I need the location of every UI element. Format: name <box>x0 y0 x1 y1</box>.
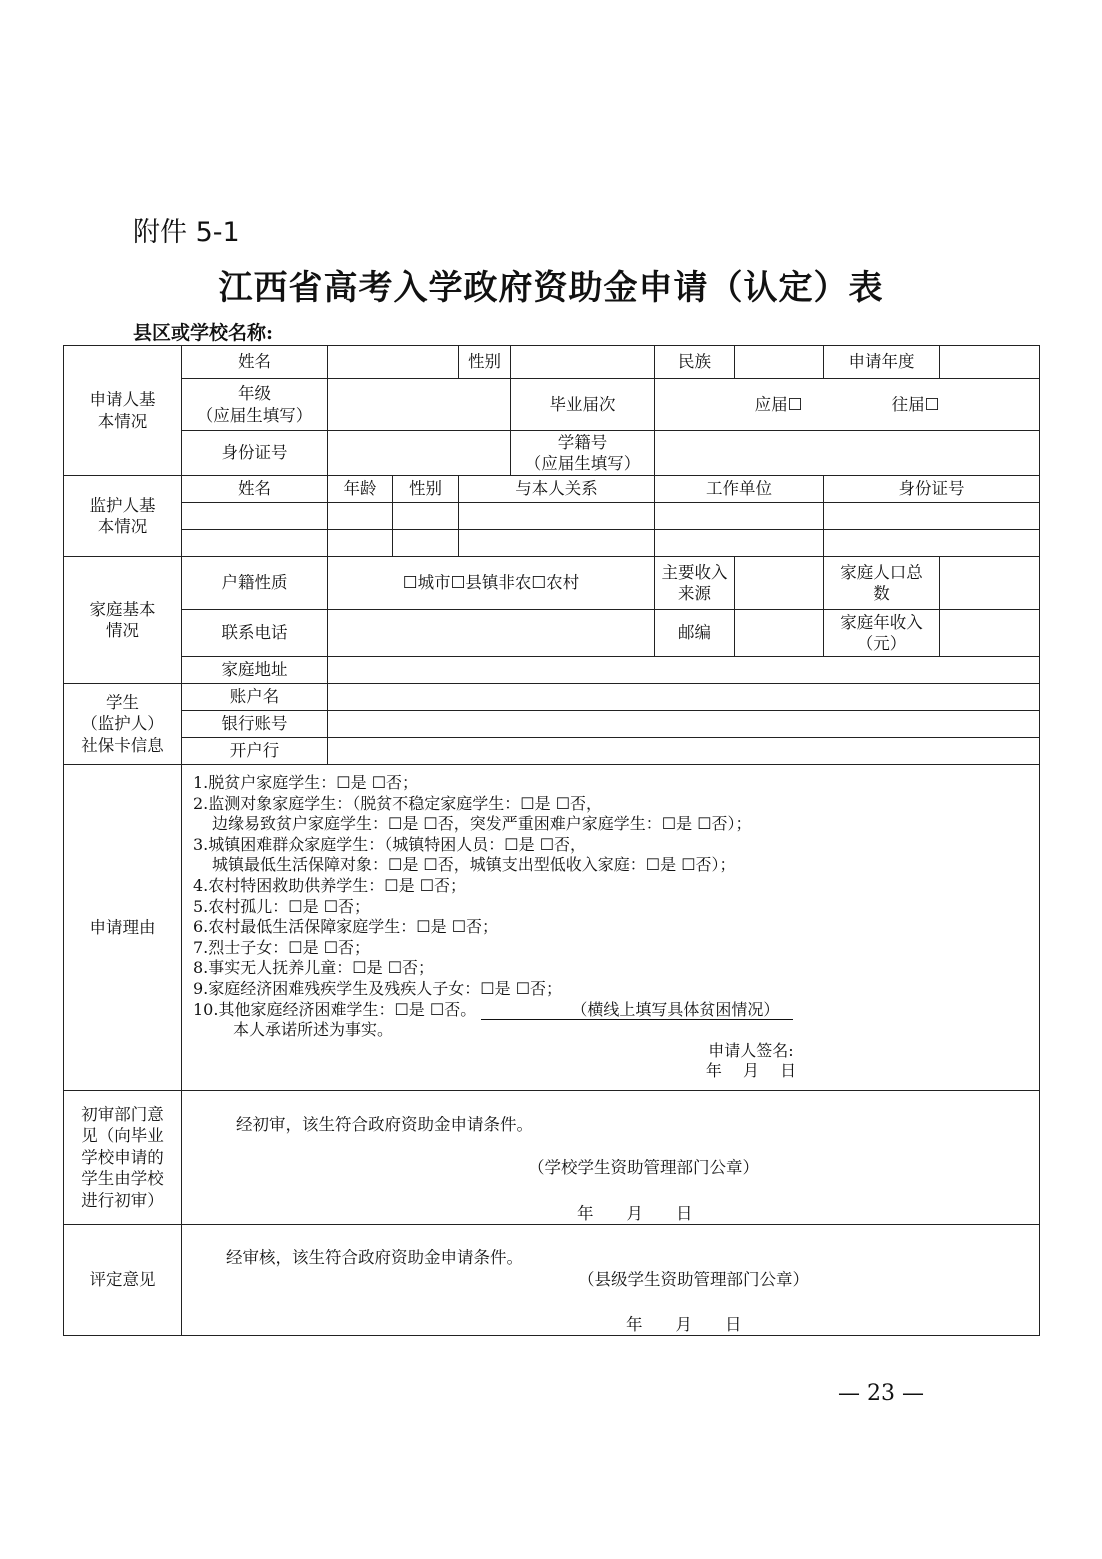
apply-year-field[interactable] <box>940 346 1040 379</box>
guardian-cell[interactable] <box>459 530 655 557</box>
id-number-label: 身份证号 <box>182 431 328 476</box>
applicant-signature[interactable]: 申请人签名: <box>708 1040 794 1060</box>
current-grad-checkbox[interactable]: 应届☐ <box>754 394 803 414</box>
reason-section-label: 申请理由 <box>64 765 182 1091</box>
family-section-label: 家庭基本情况 <box>64 557 182 684</box>
account-name-field[interactable] <box>328 684 1040 711</box>
grade-field[interactable] <box>328 379 511 431</box>
reason-line-3: 3.城镇困难群众家庭学生：（城镇特困人员：☐是 ☐否， <box>193 834 587 854</box>
application-form-table <box>63 345 1040 1336</box>
guardian-cell[interactable] <box>182 530 328 557</box>
hukou-options[interactable]: ☐城市☐县镇非农☐农村 <box>328 557 655 610</box>
address-label: 家庭地址 <box>182 657 328 684</box>
applicant-ethnicity-label: 民族 <box>655 346 735 379</box>
phone-label: 联系电话 <box>182 610 328 657</box>
guardian-cell[interactable] <box>328 503 393 530</box>
guardian-cell[interactable] <box>393 503 459 530</box>
guardian-cell[interactable] <box>655 503 824 530</box>
evaluation-content <box>182 1225 1040 1336</box>
grad-cohort-options <box>655 379 1040 431</box>
evaluation-date: 年 月 日 <box>626 1315 742 1334</box>
preliminary-content <box>182 1091 1040 1225</box>
reason-line-8: 8.事实无人抚养儿童：☐是 ☐否； <box>193 958 435 978</box>
guardian-cell[interactable] <box>824 530 1040 557</box>
bank-label: 开户行 <box>182 738 328 765</box>
postcode-field[interactable] <box>735 610 824 657</box>
guardian-cell[interactable] <box>459 503 655 530</box>
phone-field[interactable] <box>328 610 655 657</box>
apply-year-label: 申请年度 <box>824 346 940 379</box>
reason-line-10: 10.其他家庭经济困难学生：☐是 ☐否。 （横线上填写具体贫困情况） <box>193 1000 1029 1021</box>
card-section-label: 学生 （监护人） 社保卡信息 <box>64 684 182 765</box>
annual-income-field[interactable] <box>940 610 1040 657</box>
guardian-col-age: 年龄 <box>328 476 393 503</box>
applicant-section-label: 申请人基本情况 <box>64 346 182 476</box>
attachment-label: 附件 5-1 <box>133 217 240 248</box>
evaluation-section-label: 评定意见 <box>64 1225 182 1336</box>
applicant-ethnicity-field[interactable] <box>735 346 824 379</box>
postcode-label: 邮编 <box>655 610 735 657</box>
reason-line-2b: 边缘易致贫户家庭学生：☐是 ☐否，突发严重困难户家庭学生：☐是 ☐否）； <box>212 814 752 834</box>
income-source-field[interactable] <box>735 557 824 610</box>
other-reason-blank[interactable]: （横线上填写具体贫困情况） <box>481 1001 793 1020</box>
bank-field[interactable] <box>328 738 1040 765</box>
student-no-label: 学籍号 （应届生填写） <box>511 431 655 476</box>
reason-line-1: 1.脱贫户家庭学生：☐是 ☐否； <box>193 773 419 792</box>
applicant-name-label: 姓名 <box>182 346 328 379</box>
reason-line-2: 2.监测对象家庭学生：（脱贫不稳定家庭学生：☐是 ☐否， <box>193 793 603 813</box>
preliminary-date: 年 月 日 <box>577 1204 693 1223</box>
promise-text: 本人承诺所述为事实。 <box>233 1020 394 1040</box>
guardian-col-employer: 工作单位 <box>655 476 824 503</box>
region-label: 县区或学校名称: <box>133 322 274 344</box>
reason-line-5: 5.农村孤儿：☐是 ☐否； <box>193 896 371 916</box>
page-number: — 23 — <box>838 1381 924 1406</box>
guardian-cell[interactable] <box>655 530 824 557</box>
hukou-label: 户籍性质 <box>182 557 328 610</box>
bank-account-field[interactable] <box>328 711 1040 738</box>
form-title: 江西省高考入学政府资助金申请（认定）表 <box>218 268 884 308</box>
preliminary-text: 经初审，该生符合政府资助金申请条件。 <box>236 1115 533 1134</box>
previous-grad-checkbox[interactable]: 往届☐ <box>891 394 940 414</box>
reason-content <box>182 765 1040 1091</box>
guardian-cell[interactable] <box>824 503 1040 530</box>
applicant-date: 年 月 日 <box>705 1061 797 1081</box>
account-name-label: 账户名 <box>182 684 328 711</box>
evaluation-stamp: （县级学生资助管理部门公章） <box>578 1270 809 1289</box>
income-source-label: 主要收入来源 <box>655 557 735 610</box>
applicant-gender-label: 性别 <box>459 346 511 379</box>
preliminary-section-label: 初审部门意 见（向毕业 学校申请的 学生由学校 进行初审） <box>64 1091 182 1225</box>
reason-line-9: 9.家庭经济困难残疾学生及残疾人子女：☐是 ☐否； <box>193 978 563 998</box>
address-field[interactable] <box>328 657 1040 684</box>
grad-cohort-label: 毕业届次 <box>511 379 655 431</box>
applicant-name-field[interactable] <box>328 346 459 379</box>
guardian-col-id: 身份证号 <box>824 476 1040 503</box>
reason-line-4: 4.农村特困救助供养学生：☐是 ☐否； <box>193 875 467 895</box>
preliminary-stamp: （学校学生资助管理部门公章） <box>528 1158 759 1177</box>
reason-line-7: 7.烈士子女：☐是 ☐否； <box>193 937 371 957</box>
guardian-cell[interactable] <box>182 503 328 530</box>
reason-line-3b: 城镇最低生活保障对象：☐是 ☐否，城镇支出型低收入家庭：☐是 ☐否）； <box>212 855 736 875</box>
guardian-cell[interactable] <box>393 530 459 557</box>
id-number-field[interactable] <box>328 431 511 476</box>
grade-label: 年级 （应届生填写） <box>182 379 328 431</box>
guardian-col-gender: 性别 <box>393 476 459 503</box>
population-label: 家庭人口总数 <box>824 557 940 610</box>
bank-account-label: 银行账号 <box>182 711 328 738</box>
guardian-cell[interactable] <box>328 530 393 557</box>
reason-line-6: 6.农村最低生活保障家庭学生：☐是 ☐否； <box>193 917 499 937</box>
guardian-section-label: 监护人基本情况 <box>64 476 182 557</box>
annual-income-label: 家庭年收入 （元） <box>824 610 940 657</box>
table-row <box>64 530 1040 557</box>
population-field[interactable] <box>940 557 1040 610</box>
evaluation-text: 经审核，该生符合政府资助金申请条件。 <box>226 1248 523 1267</box>
table-row <box>64 503 1040 530</box>
guardian-col-name: 姓名 <box>182 476 328 503</box>
applicant-gender-field[interactable] <box>511 346 655 379</box>
student-no-field[interactable] <box>655 431 1040 476</box>
guardian-col-relation: 与本人关系 <box>459 476 655 503</box>
